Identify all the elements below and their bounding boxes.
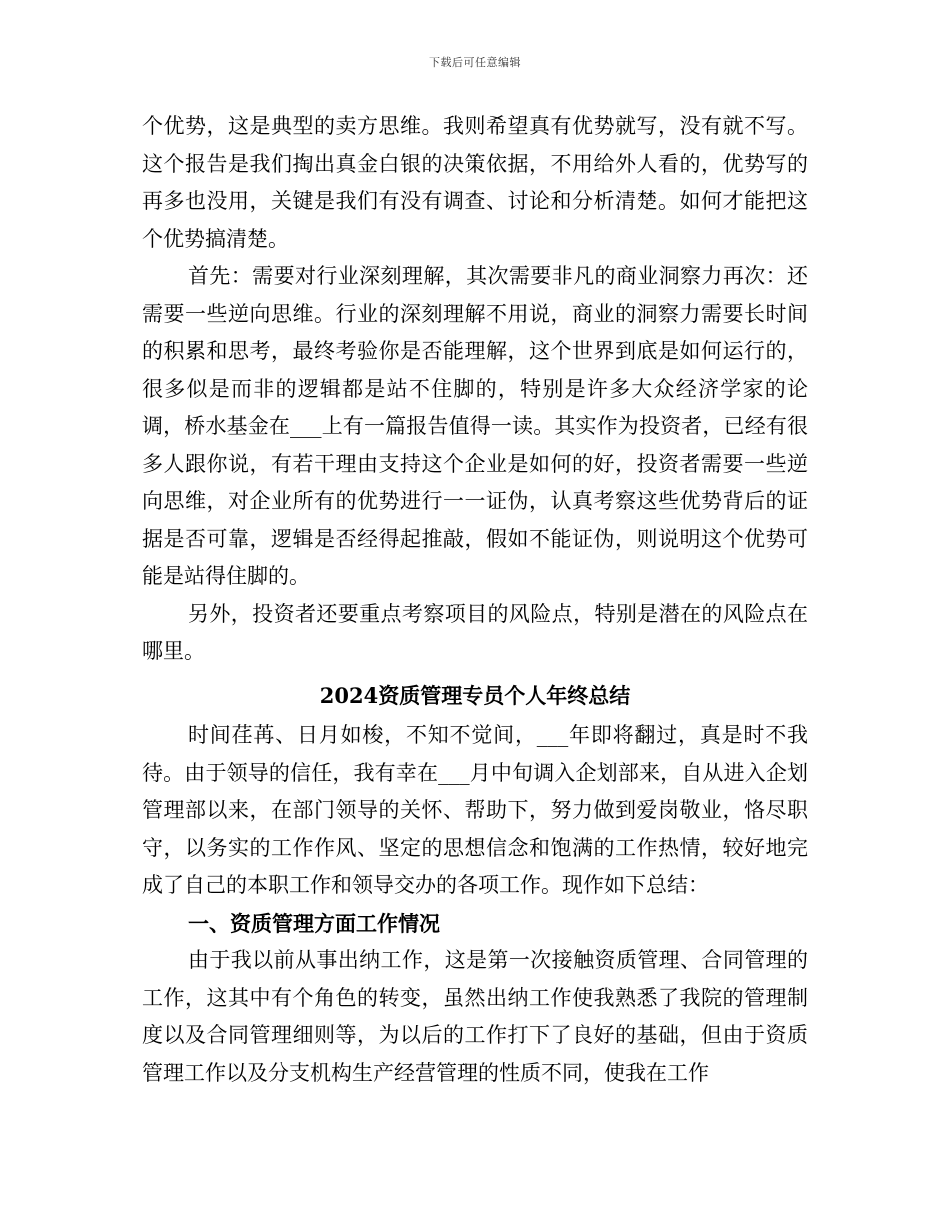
section-heading: 一、资质管理方面工作情况 [188, 910, 440, 936]
document-title: 2024资质管理专员个人年终总结 [319, 682, 631, 708]
paragraph-risk-points: 另外，投资者还要重点考察项目的风险点，特别是潜在的风险点在哪里。 [142, 601, 808, 663]
document-body [142, 108, 808, 1092]
paragraph-reverse-thinking: 首先：需要对行业深刻理解，其次需要非凡的商业洞察力再次：还需要一些逆向思维。行业的深刻理解不用说，商业的洞察力需要长时间的积累和思考，最终考验你是否能理解，这个世界到底是如何运行的，很多似是而非的逻辑都是站不住脚的，特别是许多大众经济学家的论调，桥水基金在___上有一篇报告值得一读。其实作为投资者，已经有很多人跟你说，有若干理由支持这个企业是如何的好，投资者需要一些逆向思维，对企业所有的优势进行一一证伪，认真考察这些优势背后的证据是否可靠，逻辑是否经得起推敲，假如不能证伪，则说明这个优势可能是站得住脚的。 [142, 264, 808, 588]
page-header: 下载后可任意编辑 [429, 56, 521, 69]
paragraph-intro: 时间荏苒、日月如梭，不知不觉间，___年即将翻过，真是时不我待。由于领导的信任，我有幸在___月中旬调入企划部来，自从进入企划管理部以来，在部门领导的关怀、帮助下，努力做到爱岗敬业，恪尽职守，以务实的工作作风、坚定的思想信念和饱满的工作热情，较好地完成了自己的本职工作和领导交办的各项工作。现作如下总结： [142, 723, 808, 897]
paragraph-section1: 由于我以前从事出纳工作，这是第一次接触资质管理、合同管理的工作，这其中有个角色的转变，虽然出纳工作使我熟悉了我院的管理制度以及合同管理细则等，为以后的工作打下了良好的基础，但由于资质管理工作以及分支机构生产经营管理的性质不同，使我在工作 [142, 948, 808, 1085]
paragraph-continuation: 个优势，这是典型的卖方思维。我则希望真有优势就写，没有就不写。这个报告是我们掏出真金白银的决策依据，不用给外人看的，优势写的再多也没用，关键是我们有没有调查、讨论和分析清楚。如何才能把这个优势搞清楚。 [142, 114, 808, 251]
